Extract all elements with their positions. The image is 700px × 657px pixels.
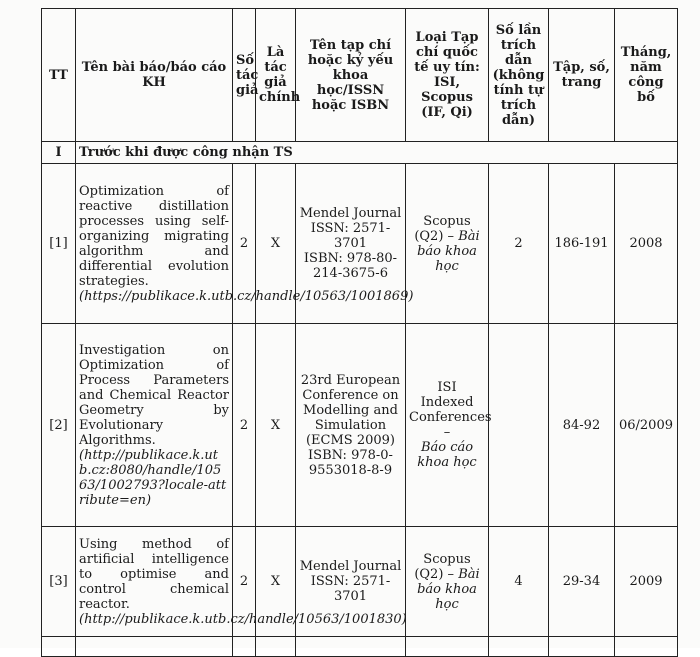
row-num-authors: 2 (233, 527, 256, 637)
header-journal-type: Loại Tạp chí quốc tế uy tín: ISI, Scopus (IF, Qi) (406, 9, 489, 142)
journal-name: Mendel Journal (299, 559, 402, 574)
header-journal: Tên tạp chí hoặc kỷ yếu khoa học/ISSN hoặc ISBN (296, 9, 406, 142)
row-journal (296, 324, 406, 527)
row-tt: [2] (42, 324, 76, 527)
row-date: 2008 (615, 164, 678, 324)
row-citations: 4 (489, 527, 549, 637)
header-title: Tên bài báo/báo cáo KH (76, 9, 233, 142)
row-journal-type (406, 527, 489, 637)
section-number: I (42, 142, 76, 164)
row-title-cell (76, 324, 233, 527)
row-title: Optimization of reactive distillation processes using self-organizing migrating algorithm and differential evolution strategies. (79, 183, 229, 289)
row-pages: 186-191 (549, 164, 615, 324)
header-tt: TT (42, 9, 76, 142)
row-num-authors: 2 (233, 324, 256, 527)
section-title: Trước khi được công nhận TS (76, 142, 678, 164)
table-row-partial (42, 637, 678, 657)
journal-type-main: Scopus (Q2) – (414, 551, 471, 582)
row-tt: [3] (42, 527, 76, 637)
journal-isbn: ISBN: 978-0-9553018-8-9 (308, 447, 393, 478)
row-main-author: X (256, 527, 296, 637)
header-volume-pages: Tập, số, trang (549, 9, 615, 142)
journal-name: Mendel Journal (299, 206, 402, 221)
journal-issn: ISSN: 2571-3701 (310, 221, 391, 251)
header-main-author: Là tác giả chính (256, 9, 296, 142)
row-link[interactable]: (http://publikace.k.utb.cz/handle/10563/1001830) (79, 611, 407, 627)
row-tt: [1] (42, 164, 76, 324)
journal-issn: ISSN: 2571-3701 (310, 574, 391, 604)
journal-name: 23rd European Conference on Modelling and Simulation (ECMS 2009) (300, 372, 401, 448)
header-row (42, 9, 678, 142)
row-title: Using method of artificial intelligence to optimise and control chemical reactor. (79, 536, 229, 612)
row-link[interactable]: (http://publikace.k.utb.cz:8080/handle/10563/1002793?locale-attribute=en) (79, 447, 227, 508)
row-num-authors: 2 (233, 164, 256, 324)
table-row (42, 527, 678, 637)
journal-type-main: ISI Indexed Conferences – (409, 380, 492, 440)
publications-table (41, 8, 678, 657)
row-main-author: X (256, 324, 296, 527)
section-row (42, 142, 678, 164)
table-row (42, 324, 678, 527)
journal-type-category: Bài báo khoa học (417, 228, 480, 274)
row-date: 2009 (615, 527, 678, 637)
row-pages: 84-92 (549, 324, 615, 527)
row-main-author: X (256, 164, 296, 324)
row-journal-type (406, 164, 489, 324)
row-citations: 2 (489, 164, 549, 324)
row-journal-type (406, 324, 492, 527)
journal-type-main: Scopus (Q2) – (414, 213, 471, 244)
journal-type-category: Bài báo khoa học (417, 566, 480, 612)
journal-isbn: ISBN: 978-80-214-3675-6 (303, 251, 398, 281)
row-date: 06/2009 (615, 324, 678, 527)
journal-type-category: Báo cáo khoa học (417, 440, 477, 470)
row-pages: 29-34 (549, 527, 615, 637)
header-date: Tháng, năm công bố (615, 9, 678, 142)
header-num-authors: Số tác giả (233, 9, 256, 142)
table-row (42, 164, 678, 324)
row-link[interactable]: (https://publikace.k.utb.cz/handle/10563/1001869) (79, 288, 414, 304)
header-citations: Số lần trích dẫn (không tính tự trích dẫn) (489, 9, 549, 142)
row-citations (489, 324, 549, 527)
row-title: Investigation on Optimization of Process Parameters and Chemical Reactor Geometry by Evolutionary Algorithms. (79, 342, 229, 448)
